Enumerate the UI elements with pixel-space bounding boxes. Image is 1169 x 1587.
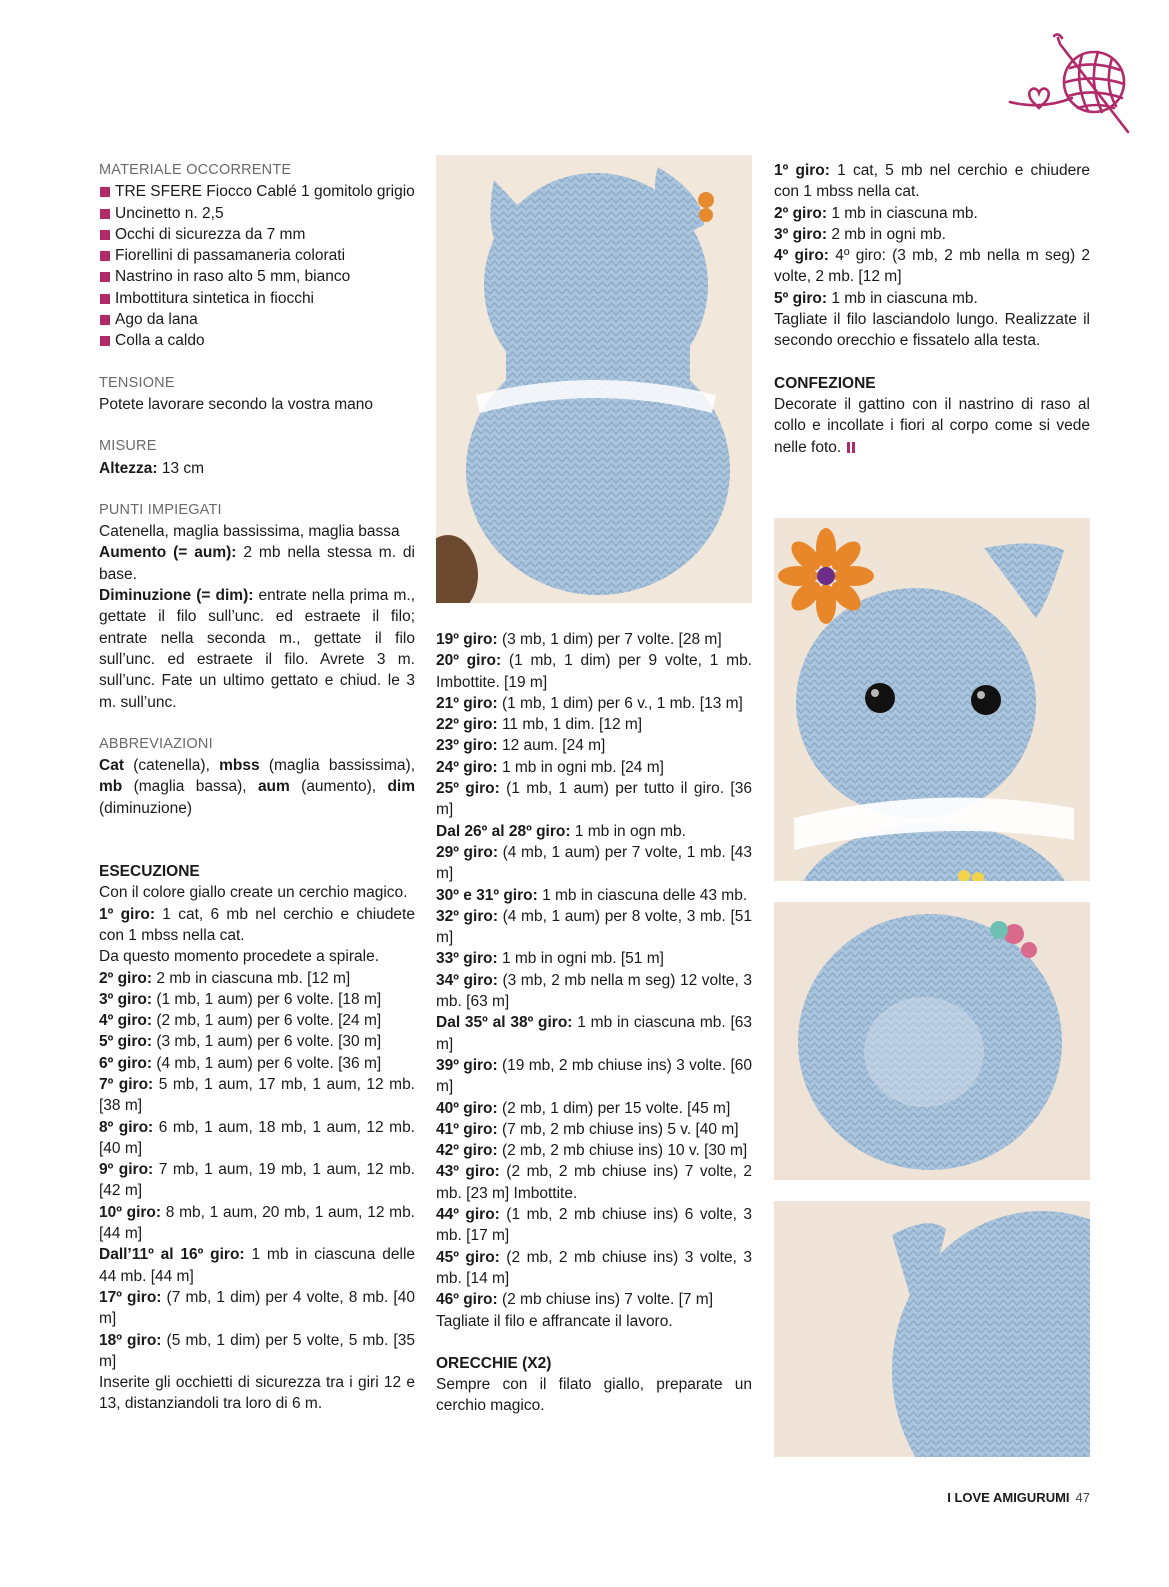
finishing-heading: CONFEZIONE — [774, 374, 876, 392]
right-column — [774, 160, 1090, 458]
round-text: (3 mb, 1 dim) per 7 volte. [28 m] — [497, 631, 722, 648]
round-text: Inserite gli occhietti di sicurezza tra i giri 12 e 13, distanziandoli tra loro di 6 m. — [99, 1374, 415, 1413]
round-line — [99, 1372, 415, 1415]
round-text: 5 mb, 1 aum, 17 mb, 1 aum, 12 mb. [38 m] — [99, 1075, 415, 1115]
round-label: 41º giro: — [436, 1120, 498, 1138]
round-line — [99, 1074, 415, 1117]
decrease-label: Diminuzione (= dim): — [99, 587, 254, 605]
round-text: (1 mb, 1 aum) per tutto il giro. [36 m] — [436, 780, 752, 819]
yarn-ball-crochet-hook-heart-icon — [1002, 30, 1137, 140]
round-label: 20º giro: — [436, 652, 502, 670]
round-label: 29º giro: — [436, 843, 498, 861]
round-line — [774, 245, 1090, 288]
round-line — [99, 989, 415, 1010]
round-line — [436, 693, 752, 714]
round-line — [436, 1161, 752, 1204]
list-item: Fiorellini di passamaneria colorati — [99, 245, 415, 266]
ears-intro: Sempre con il filato giallo, preparate un cerchio magico. — [436, 1376, 752, 1415]
round-label: 23º giro: — [436, 737, 498, 755]
round-line — [99, 904, 415, 947]
stitches-intro: Catenella, maglia bassissima, maglia bassa — [99, 523, 400, 541]
magazine-name: I LOVE AMIGURUMI — [947, 1490, 1070, 1505]
round-line — [774, 288, 1090, 309]
materials-list — [99, 181, 415, 351]
round-text: 1 mb in ciascuna delle 44 mb. [44 m] — [99, 1246, 416, 1285]
round-text: Tagliate il filo lasciandolo lungo. Realizzate il secondo orecchio e fissatelo alla testa. — [774, 311, 1090, 350]
round-text: (2 mb, 2 mb chiuse ins) 7 volte, 2 mb. [23 m] Imbottite. — [436, 1163, 752, 1202]
list-item: TRE SFERE Fiocco Cablé 1 gomitolo grigio — [99, 181, 415, 202]
photo-cat-ear-detail — [774, 1201, 1090, 1457]
round-line — [774, 203, 1090, 224]
round-text: (1 mb, 1 aum) per 6 volte. [18 m] — [152, 990, 382, 1008]
round-label: 21º giro: — [436, 694, 498, 712]
round-text: Da questo momento procedete a spirale. — [99, 948, 380, 966]
round-line — [99, 1244, 415, 1287]
abbr-value: (diminuzione) — [99, 799, 193, 817]
round-label: 22º giro: — [436, 716, 498, 734]
round-label: 32º giro: — [436, 907, 498, 925]
left-column — [99, 160, 415, 1415]
round-text: (2 mb, 1 dim) per 15 volte. [45 m] — [497, 1099, 731, 1117]
round-text: 2 mb in ogni mb. — [827, 225, 946, 243]
round-text: 1 mb in ciascuna mb. — [827, 289, 978, 307]
abbr-key: mb — [99, 778, 123, 796]
round-label: 6º giro: — [99, 1054, 153, 1072]
round-text: (5 mb, 1 dim) per 5 volte, 5 mb. [35 m] — [99, 1331, 415, 1370]
round-label: 43º giro: — [436, 1163, 500, 1181]
photo-cat-back — [436, 155, 752, 603]
round-line — [436, 1204, 752, 1247]
round-label: 10º giro: — [99, 1203, 162, 1221]
rounds-list-b — [436, 629, 752, 1332]
round-text: (2 mb, 2 mb chiuse ins) 10 v. [30 m] — [497, 1142, 748, 1160]
round-text: 1 mb in ogn mb. — [570, 822, 686, 840]
rounds-list-a — [99, 904, 415, 1415]
round-line — [436, 970, 752, 1013]
round-text: 1 cat, 6 mb nel cerchio e chiudete con 1 mbss nella cat. — [99, 905, 415, 944]
round-text: 11 mb, 1 dim. [12 m] — [497, 716, 643, 734]
round-text: (2 mb chiuse ins) 7 volte. [7 m] — [497, 1291, 714, 1309]
round-label: 17º giro: — [99, 1288, 162, 1306]
round-line — [436, 842, 752, 885]
page-footer — [900, 1487, 1090, 1508]
execution-intro: Con il colore giallo create un cerchio magico. — [99, 884, 408, 902]
round-text: (1 mb, 1 dim) per 6 v., 1 mb. [13 m] — [497, 694, 743, 712]
abbr-value: (aumento), — [289, 778, 388, 796]
abbreviations-text — [99, 755, 415, 819]
round-line — [99, 946, 415, 967]
round-text: (19 mb, 2 mb chiuse ins) 3 volte. [60 m] — [436, 1056, 752, 1096]
round-text: 1 cat, 5 mb nel cerchio e chiudere con 1 mbss nella cat. — [774, 162, 1090, 201]
round-line — [774, 309, 1090, 352]
increase-text: 2 mb nella stessa m. di base. — [99, 544, 415, 583]
round-text: 8 mb, 1 aum, 20 mb, 1 aum, 12 mb. [44 m] — [99, 1203, 415, 1243]
list-item: Nastrino in raso alto 5 mm, bianco — [99, 266, 415, 287]
round-label: 7º giro: — [99, 1075, 154, 1093]
round-label: 42º giro: — [436, 1142, 498, 1160]
round-text: (4 mb, 1 aum) per 7 volte, 1 mb. [43 m] — [436, 843, 752, 883]
round-line — [436, 948, 752, 969]
round-label: 45º giro: — [436, 1248, 500, 1266]
round-label: 40º giro: — [436, 1099, 498, 1117]
increase-definition — [99, 542, 415, 585]
round-line — [99, 1010, 415, 1031]
round-text: 1 mb in ciascuna mb. — [827, 204, 978, 222]
abbr-key: aum — [257, 778, 290, 796]
round-line — [99, 1287, 415, 1330]
middle-column — [436, 629, 752, 1417]
round-line — [99, 1330, 415, 1373]
round-line — [436, 906, 752, 949]
round-line — [436, 1247, 752, 1290]
increase-label: Aumento (= aum): — [99, 544, 237, 562]
round-label: 3º giro: — [774, 225, 828, 243]
round-line — [774, 160, 1090, 203]
round-line — [99, 1159, 415, 1202]
round-text: (2 mb, 1 aum) per 6 volte. [24 m] — [152, 1012, 382, 1030]
round-line — [436, 1140, 752, 1161]
height-label: Altezza: — [99, 459, 158, 477]
ears-heading: ORECCHIE (X2) — [436, 1354, 552, 1372]
round-label: 5º giro: — [99, 1033, 153, 1051]
round-label: 44º giro: — [436, 1206, 500, 1224]
round-label: Dal 35º al 38º giro: — [436, 1014, 573, 1032]
round-label: 5º giro: — [774, 289, 828, 307]
round-text: 12 aum. [24 m] — [497, 737, 606, 755]
round-text: (4 mb, 1 aum) per 6 volte. [36 m] — [152, 1054, 382, 1072]
list-item: Occhi di sicurezza da 7 mm — [99, 224, 415, 245]
round-label: 2º giro: — [774, 204, 828, 222]
tension-text: Potete lavorare secondo la vostra mano — [99, 395, 373, 413]
round-text: (2 mb, 2 mb chiuse ins) 3 volte, 3 mb. [14 m] — [436, 1248, 752, 1287]
round-text: 1 mb in ogni mb. [51 m] — [497, 950, 664, 968]
list-item: Imbottitura sintetica in fiocchi — [99, 288, 415, 309]
round-label: 33º giro: — [436, 950, 498, 968]
sizes-text — [99, 458, 415, 479]
round-line — [99, 1117, 415, 1160]
round-line — [436, 629, 752, 650]
round-label: 2º giro: — [99, 969, 153, 987]
round-line — [99, 1031, 415, 1052]
round-label: 4º giro: — [99, 1012, 153, 1030]
round-label: 39º giro: — [436, 1056, 498, 1074]
execution-heading: ESECUZIONE — [99, 863, 200, 881]
round-line — [436, 650, 752, 693]
round-text: (4 mb, 1 aum) per 8 volte, 3 mb. [51 m] — [436, 907, 752, 947]
finishing-body: Decorate il gattino con il nastrino di raso al collo e incollate i fiori al corpo come si vede nelle foto. — [774, 395, 1090, 456]
list-item: Colla a caldo — [99, 330, 415, 351]
round-text: (3 mb, 1 aum) per 6 volte. [30 m] — [152, 1033, 382, 1051]
page-number: 47 — [1075, 1490, 1090, 1505]
round-line — [99, 1202, 415, 1245]
round-line — [436, 885, 752, 906]
round-label: 30º e 31º giro: — [436, 886, 538, 904]
ears-rounds-list — [774, 160, 1090, 352]
round-label: 1º giro: — [774, 162, 830, 179]
round-line — [436, 778, 752, 821]
round-label: 25º giro: — [436, 780, 500, 798]
round-text: Tagliate il filo e affrancate il lavoro. — [436, 1312, 673, 1330]
round-line — [436, 1098, 752, 1119]
photo-cat-base — [774, 902, 1090, 1180]
sizes-heading: MISURE — [99, 438, 157, 455]
round-text: 1 mb in ciascuna delle 43 mb. — [537, 886, 748, 904]
round-text: 1 mb in ciascuna mb. [63 m] — [436, 1014, 752, 1053]
round-line — [436, 821, 752, 842]
round-label: 46º giro: — [436, 1291, 498, 1309]
photo-cat-front — [774, 518, 1090, 881]
round-text: (7 mb, 2 mb chiuse ins) 5 v. [40 m] — [497, 1120, 739, 1138]
abbr-key: mbss — [219, 757, 260, 775]
decrease-text: entrate nella prima m., gettate il filo sull’unc. ed estraete il filo; entrate nella seconda m., gettate il filo sull’unc. ed estraete il filo. Avrete 3 m. sull’unc. Fate un ultimo gettato e chiud. le 3 m. sull’unc. — [99, 587, 415, 711]
round-label: Dall’11º al 16º giro: — [99, 1246, 245, 1264]
round-text: 4º giro: (3 mb, 2 mb nella m seg) 2 volte, 2 mb. [12 m] — [774, 247, 1091, 286]
round-label: 8º giro: — [99, 1118, 154, 1136]
round-line — [436, 1055, 752, 1098]
round-line — [436, 714, 752, 735]
round-text: 7 mb, 1 aum, 19 mb, 1 aum, 12 mb. [42 m] — [99, 1161, 415, 1200]
round-text: 6 mb, 1 aum, 18 mb, 1 aum, 12 mb. [40 m] — [99, 1118, 415, 1157]
decrease-definition — [99, 585, 415, 713]
round-line — [436, 1119, 752, 1140]
end-mark-icon — [847, 442, 850, 453]
round-label: Dal 26º al 28º giro: — [436, 822, 571, 840]
abbreviations-heading: ABBREVIAZIONI — [99, 735, 213, 752]
abbr-key: dim — [387, 778, 416, 796]
round-text: 1 mb in ogni mb. [24 m] — [497, 758, 664, 776]
round-line — [99, 968, 415, 989]
height-value: 13 cm — [157, 459, 205, 477]
abbr-value: (maglia bassissima), — [259, 757, 415, 775]
stitches-heading: PUNTI IMPIEGATI — [99, 501, 222, 518]
round-line — [436, 1289, 752, 1310]
round-label: 34º giro: — [436, 971, 498, 989]
round-line — [436, 1012, 752, 1055]
round-text: (1 mb, 1 dim) per 9 volte, 1 mb. Imbottite. [19 m] — [436, 652, 752, 691]
round-line — [774, 224, 1090, 245]
round-text: (1 mb, 2 mb chiuse ins) 6 volte, 3 mb. [17 m] — [436, 1206, 752, 1245]
round-label: 9º giro: — [99, 1161, 154, 1179]
round-label: 19º giro: — [436, 631, 498, 648]
finishing-text — [774, 394, 1090, 458]
materials-heading: MATERIALE OCCORRENTE — [99, 162, 292, 178]
round-label: 4º giro: — [774, 247, 829, 265]
tension-heading: TENSIONE — [99, 374, 175, 391]
abbr-key: Cat — [99, 757, 124, 775]
round-label: 3º giro: — [99, 990, 153, 1008]
list-item: Ago da lana — [99, 309, 415, 330]
round-text: (3 mb, 2 mb nella m seg) 12 volte, 3 mb. [63 m] — [436, 971, 752, 1011]
round-text: 2 mb in ciascuna mb. [12 m] — [152, 969, 351, 987]
abbr-value: (catenella), — [123, 757, 220, 775]
round-line — [99, 1053, 415, 1074]
round-line — [436, 1311, 752, 1332]
round-label: 1º giro: — [99, 905, 156, 923]
round-text: (7 mb, 1 dim) per 4 volte, 8 mb. [40 m] — [99, 1288, 415, 1328]
round-label: 18º giro: — [99, 1331, 162, 1349]
round-line — [436, 757, 752, 778]
round-label: 24º giro: — [436, 758, 498, 776]
list-item: Uncinetto n. 2,5 — [99, 203, 415, 224]
abbr-value: (maglia bassa), — [122, 778, 258, 796]
round-line — [436, 735, 752, 756]
